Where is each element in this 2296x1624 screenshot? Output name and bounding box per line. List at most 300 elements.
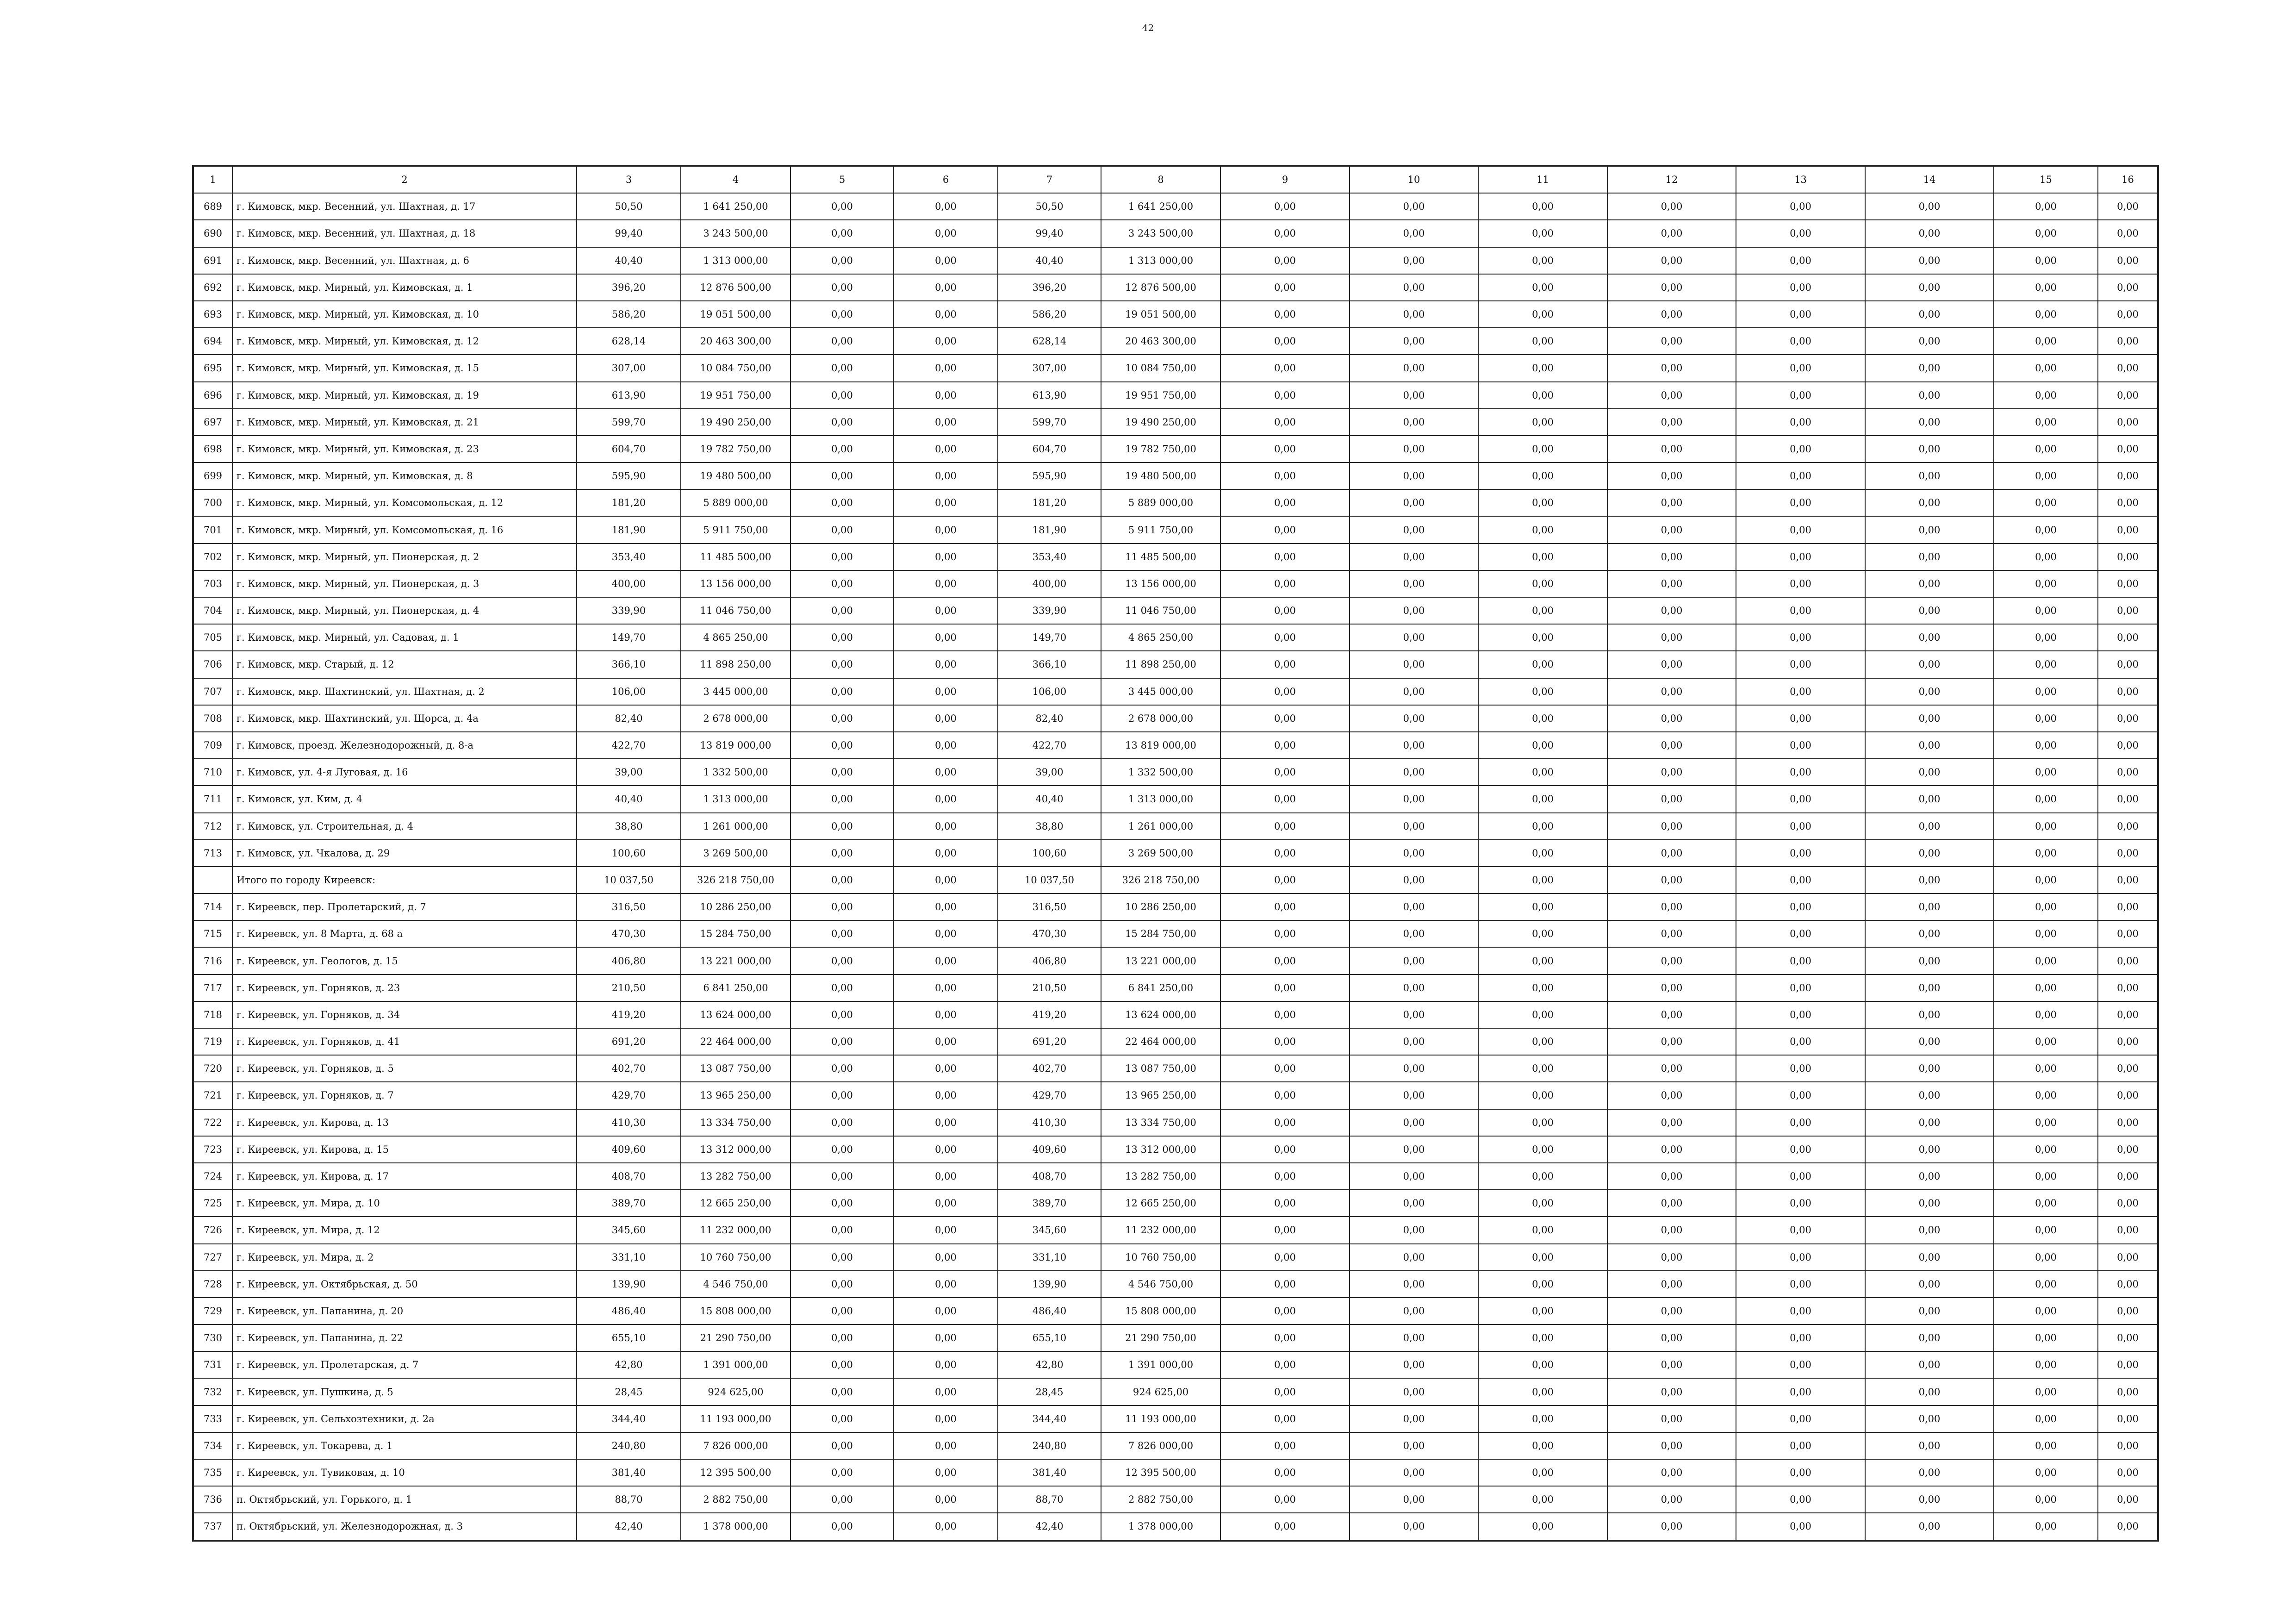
value-cell: 0,00 [1736, 1190, 1865, 1217]
value-cell: 0,00 [1220, 1028, 1350, 1055]
row-number: 731 [193, 1351, 232, 1378]
cost-cell: 11 232 000,00 [681, 1217, 790, 1243]
cost-cell: 13 156 000,00 [681, 570, 790, 597]
value-cell: 0,00 [1994, 840, 2098, 867]
value-cell: 0,00 [1736, 301, 1865, 328]
value-cell: 0,00 [894, 1432, 998, 1459]
value-cell: 0,00 [1736, 543, 1865, 570]
cost-cell: 12 395 500,00 [681, 1459, 790, 1486]
value-cell: 0,00 [1607, 328, 1736, 355]
cost-cell: 4 865 250,00 [681, 624, 790, 651]
value-cell: 0,00 [1350, 759, 1478, 786]
value-cell: 0,00 [1220, 1405, 1350, 1432]
row-number: 715 [193, 920, 232, 947]
cost-cell: 22 464 000,00 [1101, 1028, 1220, 1055]
value-cell: 0,00 [1478, 1217, 1607, 1243]
value-cell: 0,00 [790, 516, 894, 543]
cost-cell: 19 951 750,00 [681, 382, 790, 409]
area-cell: 240,80 [577, 1432, 681, 1459]
row-number: 695 [193, 355, 232, 381]
row-number: 734 [193, 1432, 232, 1459]
table-row [193, 516, 2158, 543]
value-cell: 0,00 [1736, 974, 1865, 1001]
area-cell: 691,20 [998, 1028, 1101, 1055]
table-row [193, 328, 2158, 355]
value-cell: 0,00 [1478, 1244, 1607, 1271]
page-number: 42 [1142, 22, 1154, 33]
column-header-5: 5 [790, 166, 894, 193]
value-cell: 0,00 [790, 247, 894, 274]
value-cell: 0,00 [1350, 624, 1478, 651]
area-cell: 181,90 [998, 516, 1101, 543]
value-cell: 0,00 [1350, 355, 1478, 381]
address-cell: г. Кимовск, мкр. Шахтинский, ул. Шахтная, д. 2 [232, 678, 577, 705]
value-cell: 0,00 [1865, 516, 1994, 543]
row-number: 702 [193, 543, 232, 570]
value-cell: 0,00 [2098, 220, 2158, 247]
cost-cell: 13 087 750,00 [1101, 1055, 1220, 1082]
value-cell: 0,00 [1350, 1378, 1478, 1405]
value-cell: 0,00 [1478, 328, 1607, 355]
area-cell: 429,70 [998, 1082, 1101, 1109]
value-cell: 0,00 [1994, 274, 2098, 301]
value-cell: 0,00 [1736, 220, 1865, 247]
table-row [193, 920, 2158, 947]
cost-cell: 11 898 250,00 [681, 651, 790, 678]
value-cell: 0,00 [1478, 1136, 1607, 1163]
cost-cell: 5 911 750,00 [1101, 516, 1220, 543]
address-cell: г. Кимовск, мкр. Мирный, ул. Комсомольская, д. 16 [232, 516, 577, 543]
cost-cell: 1 332 500,00 [1101, 759, 1220, 786]
value-cell: 0,00 [790, 1055, 894, 1082]
value-cell: 0,00 [1865, 1190, 1994, 1217]
area-cell: 99,40 [577, 220, 681, 247]
cost-cell: 3 269 500,00 [681, 840, 790, 867]
cost-cell: 19 480 500,00 [1101, 462, 1220, 489]
value-cell: 0,00 [1220, 1163, 1350, 1190]
value-cell: 0,00 [894, 651, 998, 678]
value-cell: 0,00 [1865, 1513, 1994, 1540]
value-cell: 0,00 [1607, 516, 1736, 543]
area-cell: 181,20 [998, 489, 1101, 516]
area-cell: 50,50 [577, 193, 681, 220]
address-cell: г. Кимовск, мкр. Мирный, ул. Пионерская, д. 4 [232, 597, 577, 624]
row-number: 724 [193, 1163, 232, 1190]
cost-cell: 12 876 500,00 [1101, 274, 1220, 301]
value-cell: 0,00 [1607, 813, 1736, 840]
value-cell: 0,00 [1994, 705, 2098, 732]
value-cell: 0,00 [1478, 893, 1607, 920]
row-number: 718 [193, 1001, 232, 1028]
area-cell: 10 037,50 [998, 867, 1101, 893]
value-cell: 0,00 [1350, 1055, 1478, 1082]
value-cell: 0,00 [1994, 382, 2098, 409]
value-cell: 0,00 [1865, 301, 1994, 328]
area-cell: 100,60 [998, 840, 1101, 867]
table-row [193, 624, 2158, 651]
column-header-15: 15 [1994, 166, 2098, 193]
cost-cell: 10 760 750,00 [681, 1244, 790, 1271]
value-cell: 0,00 [790, 301, 894, 328]
value-cell: 0,00 [1350, 1001, 1478, 1028]
address-cell: г. Киреевск, ул. Сельхозтехники, д. 2а [232, 1405, 577, 1432]
cost-cell: 10 286 250,00 [1101, 893, 1220, 920]
table-row [193, 220, 2158, 247]
address-cell: г. Кимовск, мкр. Шахтинский, ул. Щорса, д. 4а [232, 705, 577, 732]
value-cell: 0,00 [1220, 1432, 1350, 1459]
value-cell: 0,00 [1220, 1082, 1350, 1109]
value-cell: 0,00 [1350, 436, 1478, 462]
value-cell: 0,00 [1478, 1513, 1607, 1540]
area-cell: 40,40 [577, 247, 681, 274]
value-cell: 0,00 [1607, 597, 1736, 624]
value-cell: 0,00 [790, 1351, 894, 1378]
area-cell: 42,80 [577, 1351, 681, 1378]
value-cell: 0,00 [1350, 920, 1478, 947]
table-row [193, 1217, 2158, 1243]
value-cell: 0,00 [894, 1136, 998, 1163]
value-cell: 0,00 [790, 1244, 894, 1271]
value-cell: 0,00 [1865, 1432, 1994, 1459]
value-cell: 0,00 [1607, 436, 1736, 462]
table-row [193, 1324, 2158, 1351]
row-number: 712 [193, 813, 232, 840]
value-cell: 0,00 [1350, 570, 1478, 597]
value-cell: 0,00 [2098, 1324, 2158, 1351]
table-row [193, 436, 2158, 462]
value-cell: 0,00 [1478, 220, 1607, 247]
value-cell: 0,00 [1994, 947, 2098, 974]
column-header-12: 12 [1607, 166, 1736, 193]
table-row [193, 570, 2158, 597]
value-cell: 0,00 [790, 1513, 894, 1540]
area-cell: 42,80 [998, 1351, 1101, 1378]
value-cell: 0,00 [1350, 1351, 1478, 1378]
address-cell: г. Киреевск, ул. 8 Марта, д. 68 а [232, 920, 577, 947]
value-cell: 0,00 [894, 1324, 998, 1351]
cost-cell: 1 261 000,00 [681, 813, 790, 840]
area-cell: 345,60 [998, 1217, 1101, 1243]
value-cell: 0,00 [790, 786, 894, 812]
area-cell: 82,40 [998, 705, 1101, 732]
value-cell: 0,00 [1994, 1486, 2098, 1513]
table-row [193, 1459, 2158, 1486]
area-cell: 316,50 [577, 893, 681, 920]
row-number: 711 [193, 786, 232, 812]
value-cell: 0,00 [1350, 1190, 1478, 1217]
row-number: 704 [193, 597, 232, 624]
value-cell: 0,00 [1220, 1001, 1350, 1028]
value-cell: 0,00 [1736, 1405, 1865, 1432]
value-cell: 0,00 [894, 920, 998, 947]
row-number: 691 [193, 247, 232, 274]
value-cell: 0,00 [894, 355, 998, 381]
cost-cell: 5 911 750,00 [681, 516, 790, 543]
value-cell: 0,00 [1350, 1271, 1478, 1298]
value-cell: 0,00 [1994, 1405, 2098, 1432]
value-cell: 0,00 [2098, 1378, 2158, 1405]
area-cell: 400,00 [998, 570, 1101, 597]
table-row [193, 301, 2158, 328]
table-row [193, 1486, 2158, 1513]
value-cell: 0,00 [2098, 247, 2158, 274]
value-cell: 0,00 [1865, 274, 1994, 301]
table-row [193, 1109, 2158, 1136]
area-cell: 402,70 [998, 1055, 1101, 1082]
cost-cell: 4 546 750,00 [681, 1271, 790, 1298]
area-cell: 139,90 [577, 1271, 681, 1298]
value-cell: 0,00 [790, 1163, 894, 1190]
value-cell: 0,00 [1865, 1028, 1994, 1055]
value-cell: 0,00 [1736, 1271, 1865, 1298]
value-cell: 0,00 [1994, 1163, 2098, 1190]
value-cell: 0,00 [1478, 409, 1607, 436]
cost-cell: 2 882 750,00 [681, 1486, 790, 1513]
area-cell: 366,10 [577, 651, 681, 678]
value-cell: 0,00 [1736, 920, 1865, 947]
value-cell: 0,00 [1607, 193, 1736, 220]
value-cell: 0,00 [1865, 193, 1994, 220]
cost-cell: 1 391 000,00 [1101, 1351, 1220, 1378]
area-cell: 396,20 [577, 274, 681, 301]
value-cell: 0,00 [2098, 1298, 2158, 1324]
value-cell: 0,00 [790, 436, 894, 462]
row-number: 723 [193, 1136, 232, 1163]
address-cell: г. Кимовск, мкр. Мирный, ул. Кимовская, д. 23 [232, 436, 577, 462]
column-header-14: 14 [1865, 166, 1994, 193]
row-number: 710 [193, 759, 232, 786]
value-cell: 0,00 [894, 597, 998, 624]
cost-cell: 11 898 250,00 [1101, 651, 1220, 678]
column-header-9: 9 [1220, 166, 1350, 193]
address-cell: г. Киреевск, ул. Кирова, д. 17 [232, 1163, 577, 1190]
value-cell: 0,00 [790, 1486, 894, 1513]
value-cell: 0,00 [1736, 1324, 1865, 1351]
value-cell: 0,00 [1220, 974, 1350, 1001]
cost-cell: 4 865 250,00 [1101, 624, 1220, 651]
value-cell: 0,00 [1865, 1244, 1994, 1271]
value-cell: 0,00 [1736, 1432, 1865, 1459]
value-cell: 0,00 [1607, 759, 1736, 786]
value-cell: 0,00 [1607, 355, 1736, 381]
row-number: 717 [193, 974, 232, 1001]
value-cell: 0,00 [1736, 489, 1865, 516]
value-cell: 0,00 [1736, 1298, 1865, 1324]
cost-cell: 10 286 250,00 [681, 893, 790, 920]
address-cell: г. Кимовск, мкр. Весенний, ул. Шахтная, д. 18 [232, 220, 577, 247]
cost-cell: 5 889 000,00 [1101, 489, 1220, 516]
cost-cell: 10 084 750,00 [1101, 355, 1220, 381]
table-row [193, 597, 2158, 624]
cost-cell: 1 391 000,00 [681, 1351, 790, 1378]
value-cell: 0,00 [894, 1378, 998, 1405]
address-cell: г. Киреевск, ул. Тувиковая, д. 10 [232, 1459, 577, 1486]
table-header [193, 166, 2158, 193]
value-cell: 0,00 [1478, 840, 1607, 867]
value-cell: 0,00 [1478, 382, 1607, 409]
value-cell: 0,00 [1607, 1082, 1736, 1109]
cost-cell: 1 313 000,00 [1101, 247, 1220, 274]
row-number: 689 [193, 193, 232, 220]
address-cell: г. Кимовск, мкр. Мирный, ул. Кимовская, д. 15 [232, 355, 577, 381]
cost-cell: 6 841 250,00 [681, 974, 790, 1001]
value-cell: 0,00 [1220, 705, 1350, 732]
table-row [193, 867, 2158, 893]
value-cell: 0,00 [1994, 516, 2098, 543]
value-cell: 0,00 [1478, 489, 1607, 516]
cost-cell: 1 378 000,00 [681, 1513, 790, 1540]
value-cell: 0,00 [894, 624, 998, 651]
row-number: 722 [193, 1109, 232, 1136]
value-cell: 0,00 [1865, 867, 1994, 893]
value-cell: 0,00 [1350, 1163, 1478, 1190]
value-cell: 0,00 [790, 1298, 894, 1324]
area-cell: 82,40 [577, 705, 681, 732]
value-cell: 0,00 [1736, 1055, 1865, 1082]
table-row [193, 1001, 2158, 1028]
address-cell: г. Киреевск, ул. Папанина, д. 22 [232, 1324, 577, 1351]
address-cell: Итого по городу Киреевск: [232, 867, 577, 893]
value-cell: 0,00 [1220, 1351, 1350, 1378]
value-cell: 0,00 [1736, 1028, 1865, 1055]
value-cell: 0,00 [1865, 543, 1994, 570]
row-number: 703 [193, 570, 232, 597]
value-cell: 0,00 [1350, 1136, 1478, 1163]
value-cell: 0,00 [894, 813, 998, 840]
value-cell: 0,00 [1865, 1405, 1994, 1432]
value-cell: 0,00 [1607, 247, 1736, 274]
value-cell: 0,00 [1478, 678, 1607, 705]
value-cell: 0,00 [1350, 301, 1478, 328]
area-cell: 604,70 [577, 436, 681, 462]
area-cell: 410,30 [998, 1109, 1101, 1136]
cost-cell: 13 965 250,00 [681, 1082, 790, 1109]
row-number: 730 [193, 1324, 232, 1351]
value-cell: 0,00 [1865, 759, 1994, 786]
value-cell: 0,00 [1478, 786, 1607, 812]
row-number: 697 [193, 409, 232, 436]
value-cell: 0,00 [1350, 1244, 1478, 1271]
value-cell: 0,00 [2098, 409, 2158, 436]
value-cell: 0,00 [1478, 1163, 1607, 1190]
address-cell: г. Киреевск, ул. Геологов, д. 15 [232, 947, 577, 974]
value-cell: 0,00 [1220, 840, 1350, 867]
cost-cell: 19 051 500,00 [1101, 301, 1220, 328]
cost-cell: 13 282 750,00 [681, 1163, 790, 1190]
value-cell: 0,00 [1607, 220, 1736, 247]
cost-cell: 19 782 750,00 [681, 436, 790, 462]
area-cell: 389,70 [998, 1190, 1101, 1217]
value-cell: 0,00 [1607, 1163, 1736, 1190]
area-cell: 316,50 [998, 893, 1101, 920]
cost-cell: 2 678 000,00 [1101, 705, 1220, 732]
row-number: 693 [193, 301, 232, 328]
value-cell: 0,00 [1736, 947, 1865, 974]
value-cell: 0,00 [1736, 1109, 1865, 1136]
value-cell: 0,00 [1736, 759, 1865, 786]
value-cell: 0,00 [1865, 624, 1994, 651]
cost-cell: 19 951 750,00 [1101, 382, 1220, 409]
value-cell: 0,00 [894, 1190, 998, 1217]
value-cell: 0,00 [1607, 1351, 1736, 1378]
table-row [193, 1432, 2158, 1459]
value-cell: 0,00 [1994, 247, 2098, 274]
value-cell: 0,00 [1736, 1163, 1865, 1190]
value-cell: 0,00 [894, 786, 998, 812]
address-cell: г. Кимовск, мкр. Мирный, ул. Садовая, д. 1 [232, 624, 577, 651]
value-cell: 0,00 [1478, 1486, 1607, 1513]
value-cell: 0,00 [2098, 355, 2158, 381]
cost-cell: 3 243 500,00 [1101, 220, 1220, 247]
value-cell: 0,00 [894, 409, 998, 436]
cost-cell: 12 876 500,00 [681, 274, 790, 301]
area-cell: 655,10 [998, 1324, 1101, 1351]
value-cell: 0,00 [1736, 597, 1865, 624]
value-cell: 0,00 [790, 1001, 894, 1028]
row-number: 696 [193, 382, 232, 409]
value-cell: 0,00 [1220, 1513, 1350, 1540]
value-cell: 0,00 [1865, 220, 1994, 247]
cost-cell: 13 221 000,00 [1101, 947, 1220, 974]
value-cell: 0,00 [1994, 1109, 2098, 1136]
table-row [193, 1055, 2158, 1082]
table-row [193, 705, 2158, 732]
cost-cell: 12 665 250,00 [1101, 1190, 1220, 1217]
row-number: 714 [193, 893, 232, 920]
area-cell: 88,70 [577, 1486, 681, 1513]
value-cell: 0,00 [790, 974, 894, 1001]
row-number: 719 [193, 1028, 232, 1055]
area-cell: 381,40 [577, 1459, 681, 1486]
area-cell: 339,90 [998, 597, 1101, 624]
address-cell: г. Киреевск, ул. Горняков, д. 34 [232, 1001, 577, 1028]
address-cell: г. Кимовск, мкр. Мирный, ул. Кимовская, д. 19 [232, 382, 577, 409]
value-cell: 0,00 [1607, 1001, 1736, 1028]
value-cell: 0,00 [1478, 1378, 1607, 1405]
table-row [193, 1351, 2158, 1378]
row-number: 705 [193, 624, 232, 651]
value-cell: 0,00 [1994, 1351, 2098, 1378]
cost-cell: 13 624 000,00 [1101, 1001, 1220, 1028]
cost-cell: 924 625,00 [681, 1378, 790, 1405]
area-cell: 486,40 [998, 1298, 1101, 1324]
value-cell: 0,00 [1865, 1351, 1994, 1378]
area-cell: 42,40 [577, 1513, 681, 1540]
value-cell: 0,00 [1478, 274, 1607, 301]
value-cell: 0,00 [1350, 1486, 1478, 1513]
value-cell: 0,00 [1478, 1082, 1607, 1109]
cost-cell: 13 156 000,00 [1101, 570, 1220, 597]
value-cell: 0,00 [1865, 489, 1994, 516]
value-cell: 0,00 [1607, 1028, 1736, 1055]
value-cell: 0,00 [1994, 1459, 2098, 1486]
cost-cell: 10 760 750,00 [1101, 1244, 1220, 1271]
value-cell: 0,00 [2098, 947, 2158, 974]
area-cell: 408,70 [998, 1163, 1101, 1190]
value-cell: 0,00 [1865, 436, 1994, 462]
area-cell: 409,60 [577, 1136, 681, 1163]
cost-cell: 13 087 750,00 [681, 1055, 790, 1082]
value-cell: 0,00 [1865, 570, 1994, 597]
value-cell: 0,00 [2098, 1136, 2158, 1163]
value-cell: 0,00 [790, 678, 894, 705]
value-cell: 0,00 [1865, 1082, 1994, 1109]
value-cell: 0,00 [1736, 355, 1865, 381]
value-cell: 0,00 [1994, 409, 2098, 436]
value-cell: 0,00 [790, 1432, 894, 1459]
value-cell: 0,00 [1478, 1190, 1607, 1217]
value-cell: 0,00 [1350, 893, 1478, 920]
